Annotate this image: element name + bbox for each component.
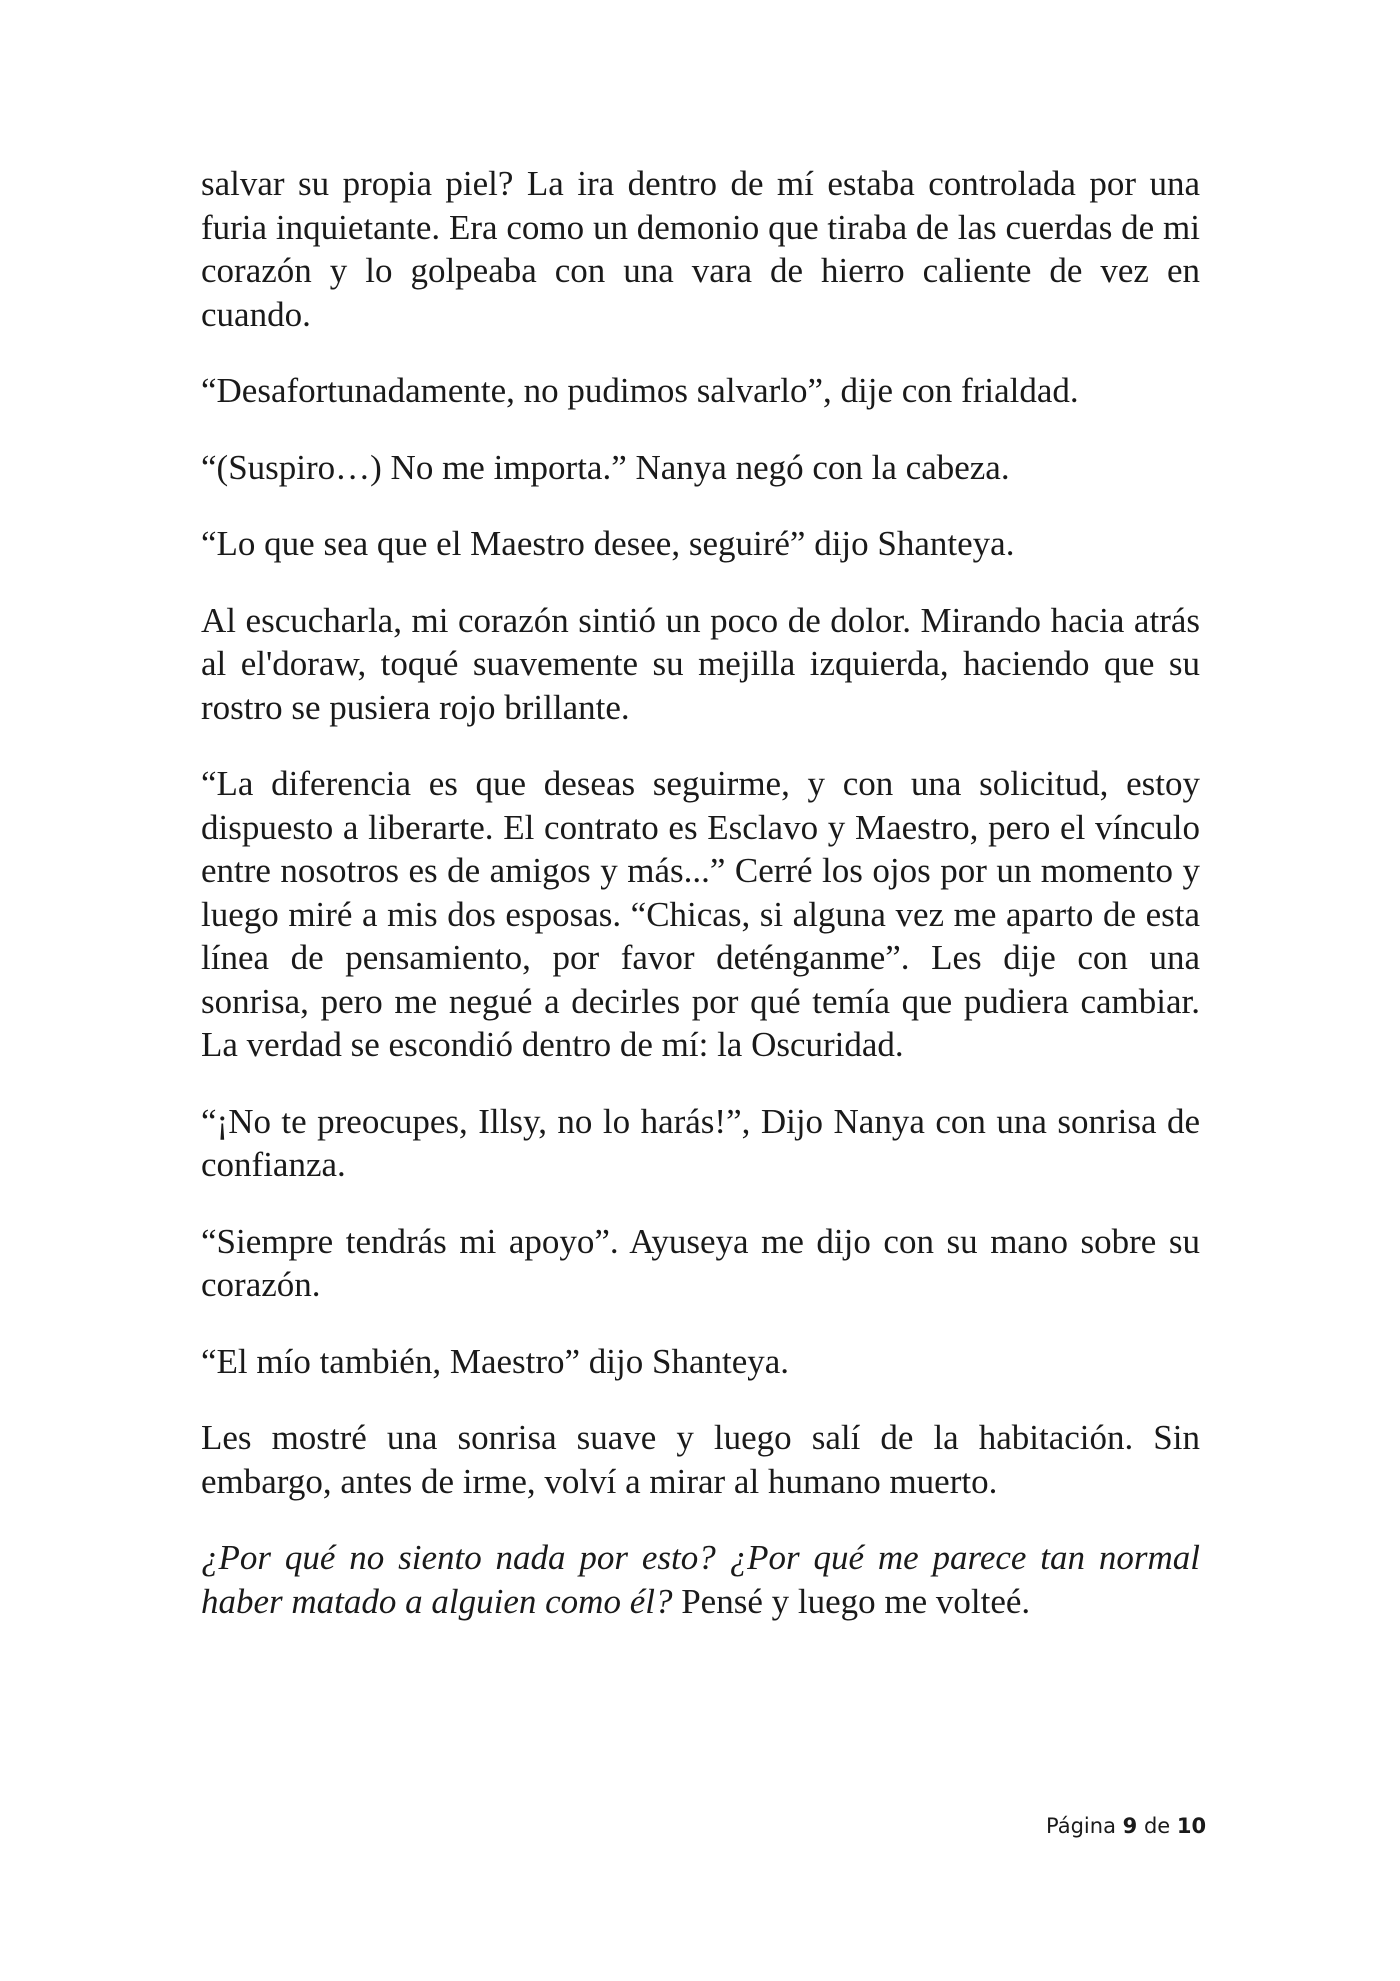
paragraph-tail: Pensé y luego me volteé.	[672, 1581, 1031, 1621]
paragraph: “La diferencia es que deseas seguirme, y con una solicitud, estoy dispuesto a liberarte. El contrato es Esclavo y Maestro, pero el vínculo entre nosotros es de amigos y más...” Cerré los ojos por un momento y luego miré a mis dos esposas. “Chicas, si alguna vez me aparto de esta línea de pensamiento, por favor deténganme”. Les dije con una sonrisa, pero me negué a decirles por qué temía que pudiera cambiar. La verdad se escondió dentro de mí: la Oscuridad.	[201, 764, 1200, 1064]
paragraph: “(Suspiro…) No me importa.” Nanya negó con la cabeza.	[201, 447, 1010, 487]
final-paragraph	[201, 1536, 1200, 1623]
paragraph: Al escucharla, mi corazón sintió un poco de dolor. Mirando hacia atrás al el'doraw, toqué suavemente su mejilla izquierda, haciendo que su rostro se pusiera rojo brillante.	[201, 600, 1200, 727]
total-page-number: 10	[1176, 1814, 1207, 1838]
paragraph: “¡No te preocupes, Illsy, no lo harás!”, Dijo Nanya con una sonrisa de confianza.	[201, 1101, 1200, 1184]
italic-thought: ¿Por qué no siento nada por esto? ¿Por qué me parece tan normal haber matado a alguien como él?	[201, 1538, 1200, 1621]
page-body	[201, 162, 1200, 1656]
paragraph: salvar su propia piel? La ira dentro de mí estaba controlada por una furia inquietante. Era como un demonio que tiraba de las cuerdas de mi corazón y lo golpeaba con una vara de hierro caliente de vez en cuando.	[201, 164, 1200, 334]
page-of-label: de	[1143, 1814, 1171, 1838]
paragraph: Les mostré una sonrisa suave y luego salí de la habitación. Sin embargo, antes de irme, volví a mirar al humano muerto.	[201, 1418, 1200, 1501]
paragraph: “Siempre tendrás mi apoyo”. Ayuseya me dijo con su mano sobre su corazón.	[201, 1221, 1200, 1304]
current-page-number: 9	[1122, 1814, 1138, 1838]
paragraph: “Lo que sea que el Maestro desee, seguiré” dijo Shanteya.	[201, 524, 1015, 563]
paragraph: “El mío también, Maestro” dijo Shanteya.	[201, 1341, 790, 1381]
page-label: Página	[1046, 1814, 1116, 1838]
page-number-footer	[1046, 1814, 1206, 1838]
paragraph: “Desafortunadamente, no pudimos salvarlo”, dije con frialdad.	[201, 371, 1079, 410]
